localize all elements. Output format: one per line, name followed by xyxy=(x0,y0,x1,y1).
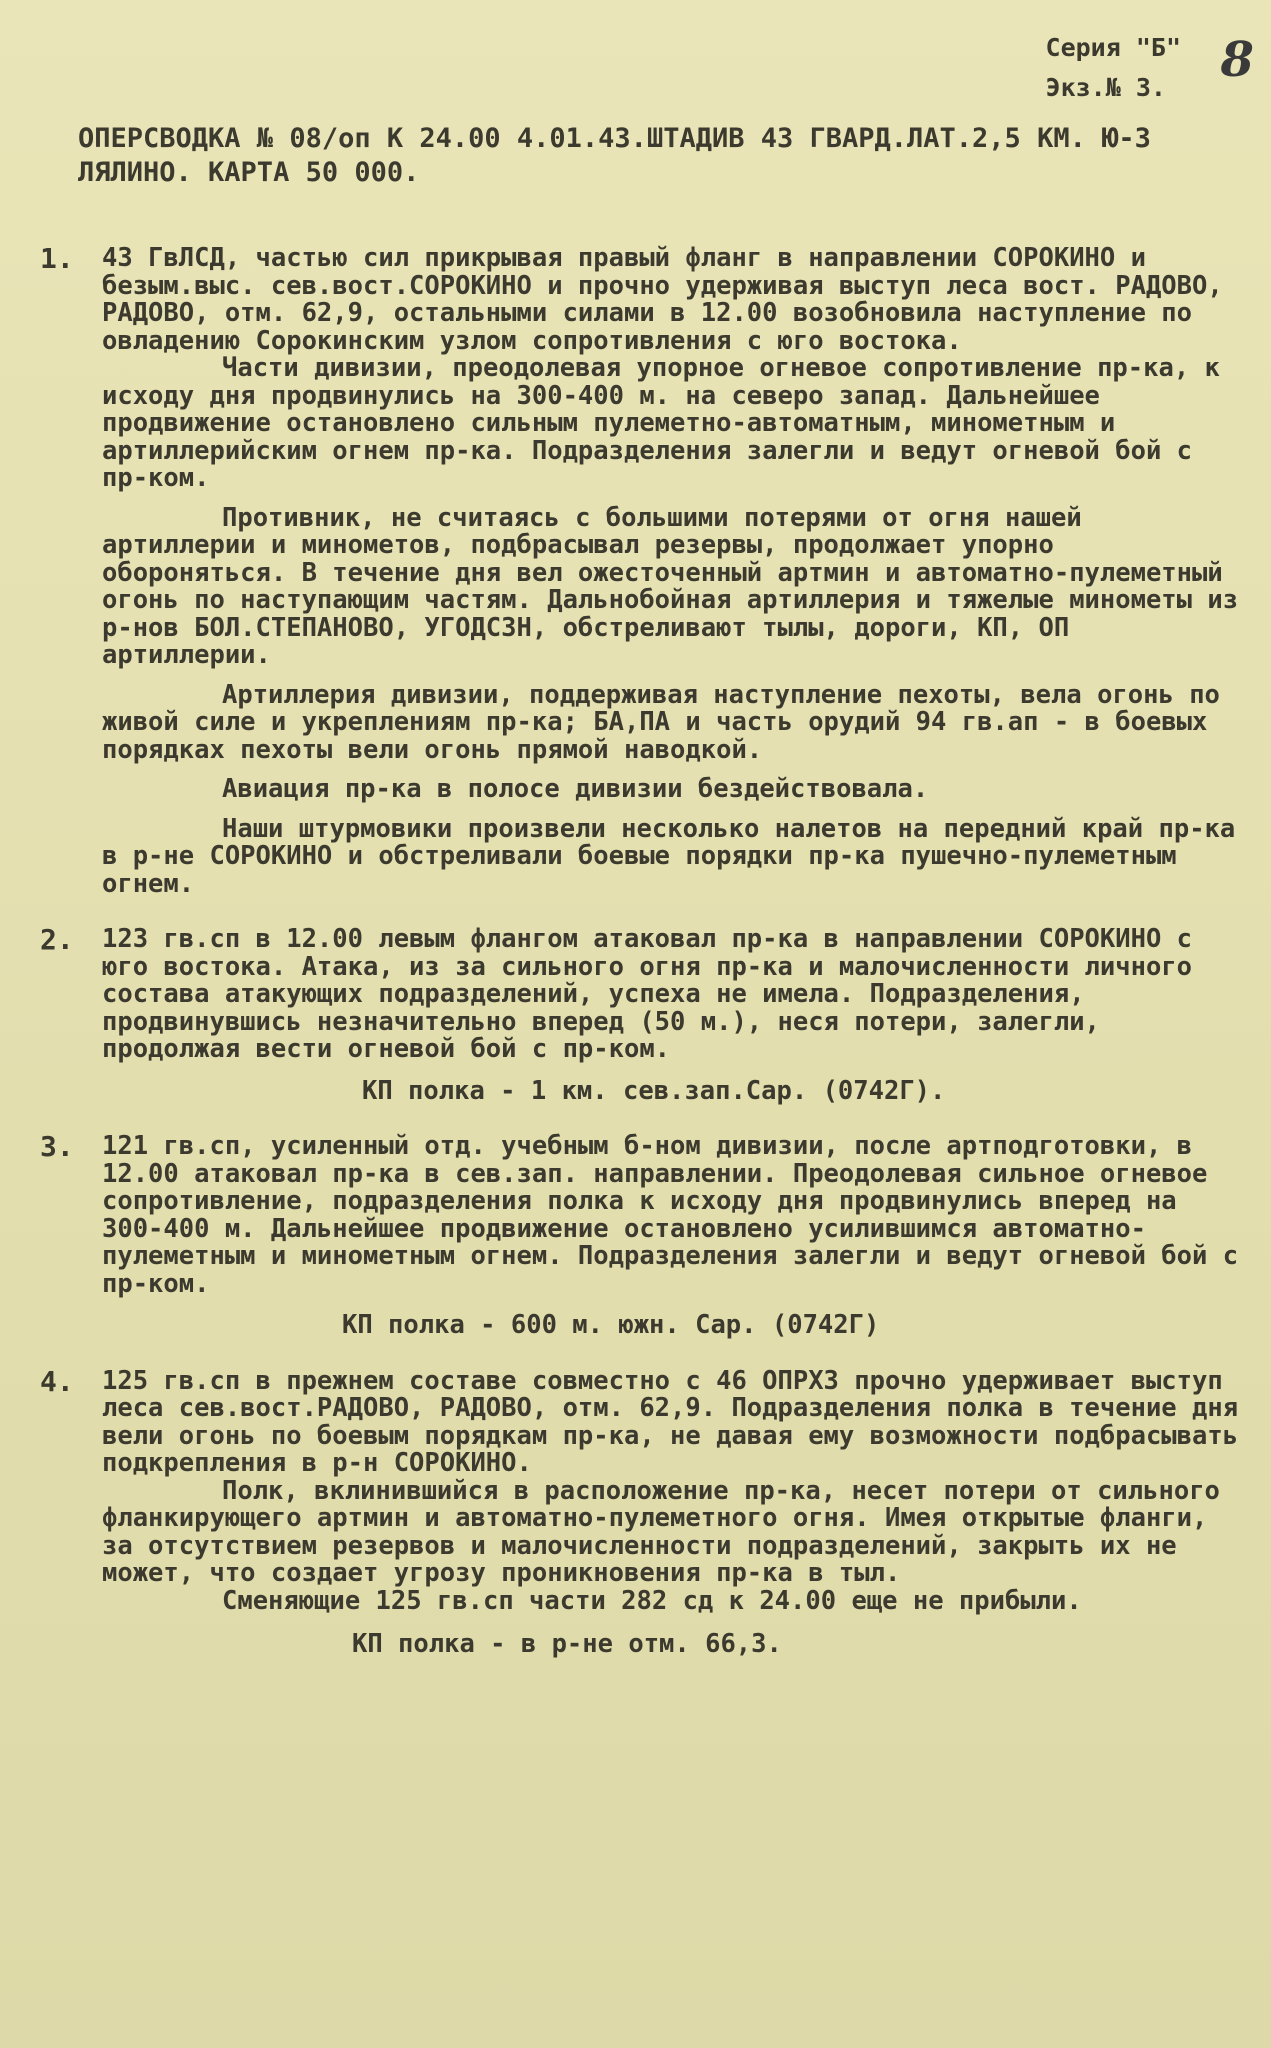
section-number: 3. xyxy=(40,1130,74,1163)
paragraph: Наши штурмовики произвели несколько налетов на передний край пр-ка в р-не СОРОКИНО и обстреливали боевые порядки пр-ка пушечно-пулеметным огнем. xyxy=(102,813,1251,899)
section-number: 1. xyxy=(40,242,74,275)
copy-number: Экз.№ 3. xyxy=(1045,73,1166,102)
document-body xyxy=(40,242,1254,1659)
paragraph: Противник, не считаясь с большими потерями от огня нашей артиллерии и минометов, подбрасывал резервы, продолжает упорно обороняться. В течение дня вел ожесточенный артмин и автоматно-пулеметный огонь по наступающим частям. Дальнобойная артиллерия и тяжелые минометы из р-нов БОЛ.СТЕПАНОВО, УГОДСЗН, обстреливают тылы, дороги, КП, ОП артиллерии. xyxy=(102,502,1254,670)
section-3 xyxy=(40,1130,1254,1340)
paragraph: Авиация пр-ка в полосе дивизии бездействовала. xyxy=(222,774,929,804)
document-header xyxy=(1045,28,1254,108)
section-number: 4. xyxy=(40,1364,74,1398)
section-number: 2. xyxy=(40,923,74,956)
paragraph: 125 гв.сп в прежнем составе совместно с 46 ОПРХЗ прочно удерживает выступ леса сев.вост.РАДОВО, РАДОВО, отм. 62,9. Подразделения полка в течение дня вели огонь по боевым порядкам пр-ка, не давая ему возможности подбрасывать подкрепления в р-н СОРОКИНО. xyxy=(102,1365,1254,1478)
command-post-location: КП полка - в р-не отм. 66,3. xyxy=(352,1629,782,1659)
command-post-location: КП полка - 1 км. сев.зап.Сар. (0742Г). xyxy=(362,1075,946,1106)
document-title: ОПЕРСВОДКА № 08/оп К 24.00 4.01.43.ШТАДИВ 43 ГВАРД.ЛАТ.2,5 КМ. Ю-З ЛЯЛИНО. КАРТА 50 000. xyxy=(78,123,1151,188)
command-post-location: КП полка - 600 м. южн. Сар. (0742Г) xyxy=(342,1310,880,1340)
section-1 xyxy=(40,242,1254,899)
series-label: Серия "Б" xyxy=(1045,33,1181,62)
paragraph: Сменяющие 125 гв.сп части 282 сд к 24.00 еще не прибыли. xyxy=(222,1585,1082,1616)
paragraph: 123 гв.сп в 12.00 левым флангом атаковал пр-ка в направлении СОРОКИНО с юго востока. Атака, из за сильного огня пр-ка и малочисленности личного состава атакующих подразделений, успеха не имела. Подразделения, продвинувшись незначительно вперед (50 м.), неся потери, залегли, продолжая вести огневой бой с пр-ком. xyxy=(102,924,1208,1064)
paragraph: 121 гв.сп, усиленный отд. учебным б-ном дивизии, после артподготовки, в 12.00 атаковал пр-ка в сев.зап. направлении. Преодолевая сильное огневое сопротивление, подразделения полка к исходу дня продвинулись вперед на 300-400 м. Дальнейшее продвижение остановлено усилившимся автоматно-пулеметным и минометным огнем. Подразделения залегли и ведут огневой бой с пр-ком. xyxy=(102,1131,1254,1299)
folio-number: 8 xyxy=(1220,32,1254,88)
paragraph: 43 ГвЛСД, частью сил прикрывая правый фланг в направлении СОРОКИНО и безым.выс. сев.вост.СОРОКИНО и прочно удерживая выступ леса вост. РАДОВО, РАДОВО, отм. 62,9, остальными силами в 12.00 возобновила наступление по овладению Сорокинским узлом сопротивления с юго востока. xyxy=(102,243,1239,356)
paragraph: Части дивизии, преодолевая упорное огневое сопротивление пр-ка, к исходу дня продвинулись на 300-400 м. на северо запад. Дальнейшее продвижение остановлено сильным пулеметно-автоматным, минометным и артиллерийским огнем пр-ка. Подразделения залегли и ведут огневой бой с пр-ком. xyxy=(102,353,1236,493)
section-2 xyxy=(40,923,1240,1106)
section-4 xyxy=(40,1364,1254,1659)
paragraph: Артиллерия дивизии, поддерживая наступление пехоты, вела огонь по живой силе и укреплениям пр-ка; БА,ПА и часть орудий 94 гв.ап - в боевых порядках пехоты вели огонь прямой наводкой. xyxy=(102,679,1236,765)
paragraph: Полк, вклинившийся в расположение пр-ка, несет потери от сильного фланкирующего артмин и автоматно-пулеметного огня. Имея открытые фланги, за отсутствием резервов и малочисленности подразделений, закрыть их не может, что создает угрозу проникновения пр-ка в тыл. xyxy=(102,1475,1236,1588)
